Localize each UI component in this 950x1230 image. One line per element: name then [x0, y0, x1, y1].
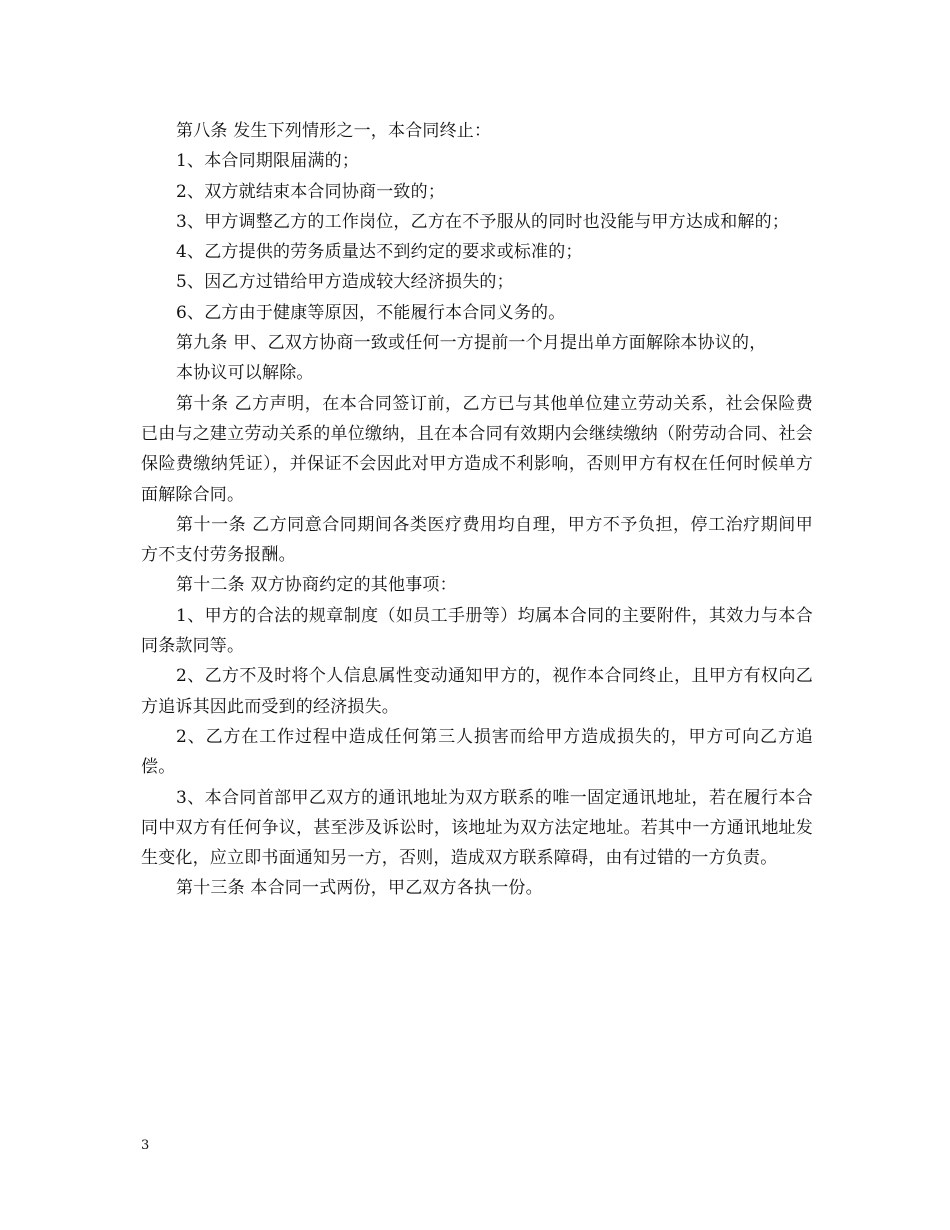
paragraph-article-12-item-3: 3、本合同首部甲乙双方的通讯地址为双方联系的唯一固定通讯地址，若在履行本合同中双方有任何争议，甚至涉及诉讼时，该地址为双方法定地址。若其中一方通讯地址发生变化，应立即书面通知另一方，否则，造成双方联系障碍，由有过错的一方负责。: [141, 787, 813, 869]
paragraph-article-9: 第九条 甲、乙双方协商一致或任何一方提前一个月提出单方面解除本协议的，: [176, 333, 767, 354]
paragraph-article-10: 第十条 乙方声明，在本合同签订前，乙方已与其他单位建立劳动关系，社会保险费已由与之建立劳动关系的单位缴纳，且在本合同有效期内会继续缴纳（附劳动合同、社会保险费缴纳凭证），并保证不会因此对甲方造成不利影响，否则甲方有权在任何时候单方面解除合同。: [141, 393, 813, 505]
paragraph-article-13: 第十三条 本合同一式两份，甲乙双方各执一份。: [176, 878, 543, 899]
paragraph-article-12-item-1: 1、甲方的合法的规章制度（如员工手册等）均属本合同的主要附件，其效力与本合同条款同等。: [141, 605, 813, 657]
paragraph-article-12-item-2: 2、乙方不及时将个人信息属性变动通知甲方的，视作本合同终止，且甲方有权向乙方追诉其因此而受到的经济损失。: [141, 666, 813, 717]
paragraph-article-11: 第十一条 乙方同意合同期间各类医疗费用均自理，甲方不予负担，停工治疗期间甲方不支付劳务报酬。: [141, 514, 813, 566]
paragraph-article-12: 第十二条 双方协商约定的其他事项：: [176, 575, 457, 596]
paragraph-article-8-item-4: 4、乙方提供的劳务质量达不到约定的要求或标准的；: [176, 242, 583, 263]
paragraph-article-8-item-3: 3、甲方调整乙方的工作岗位，乙方在不予服从的同时也没能与甲方达成和解的；: [176, 211, 790, 232]
paragraph-article-8-item-1: 1、本合同期限届满的；: [176, 151, 360, 172]
paragraph-article-8-item-6: 6、乙方由于健康等原因，不能履行本合同义务的。: [176, 302, 566, 323]
paragraph-article-8-item-5: 5、因乙方过错给甲方造成较大经济损失的；: [176, 272, 514, 293]
page-number: 3: [141, 1138, 150, 1153]
paragraph-article-9-continued: 本协议可以解除。: [176, 363, 314, 384]
paragraph-article-8: 第八条 发生下列情形之一，本合同终止：: [176, 121, 492, 141]
document-body: [141, 116, 813, 904]
paragraph-article-12-item-2b: 2、乙方在工作过程中造成任何第三人损害而给甲方造成损失的，甲方可向乙方追偿。: [141, 726, 813, 778]
paragraph-article-8-item-2: 2、双方就结束本合同协商一致的；: [176, 181, 446, 202]
